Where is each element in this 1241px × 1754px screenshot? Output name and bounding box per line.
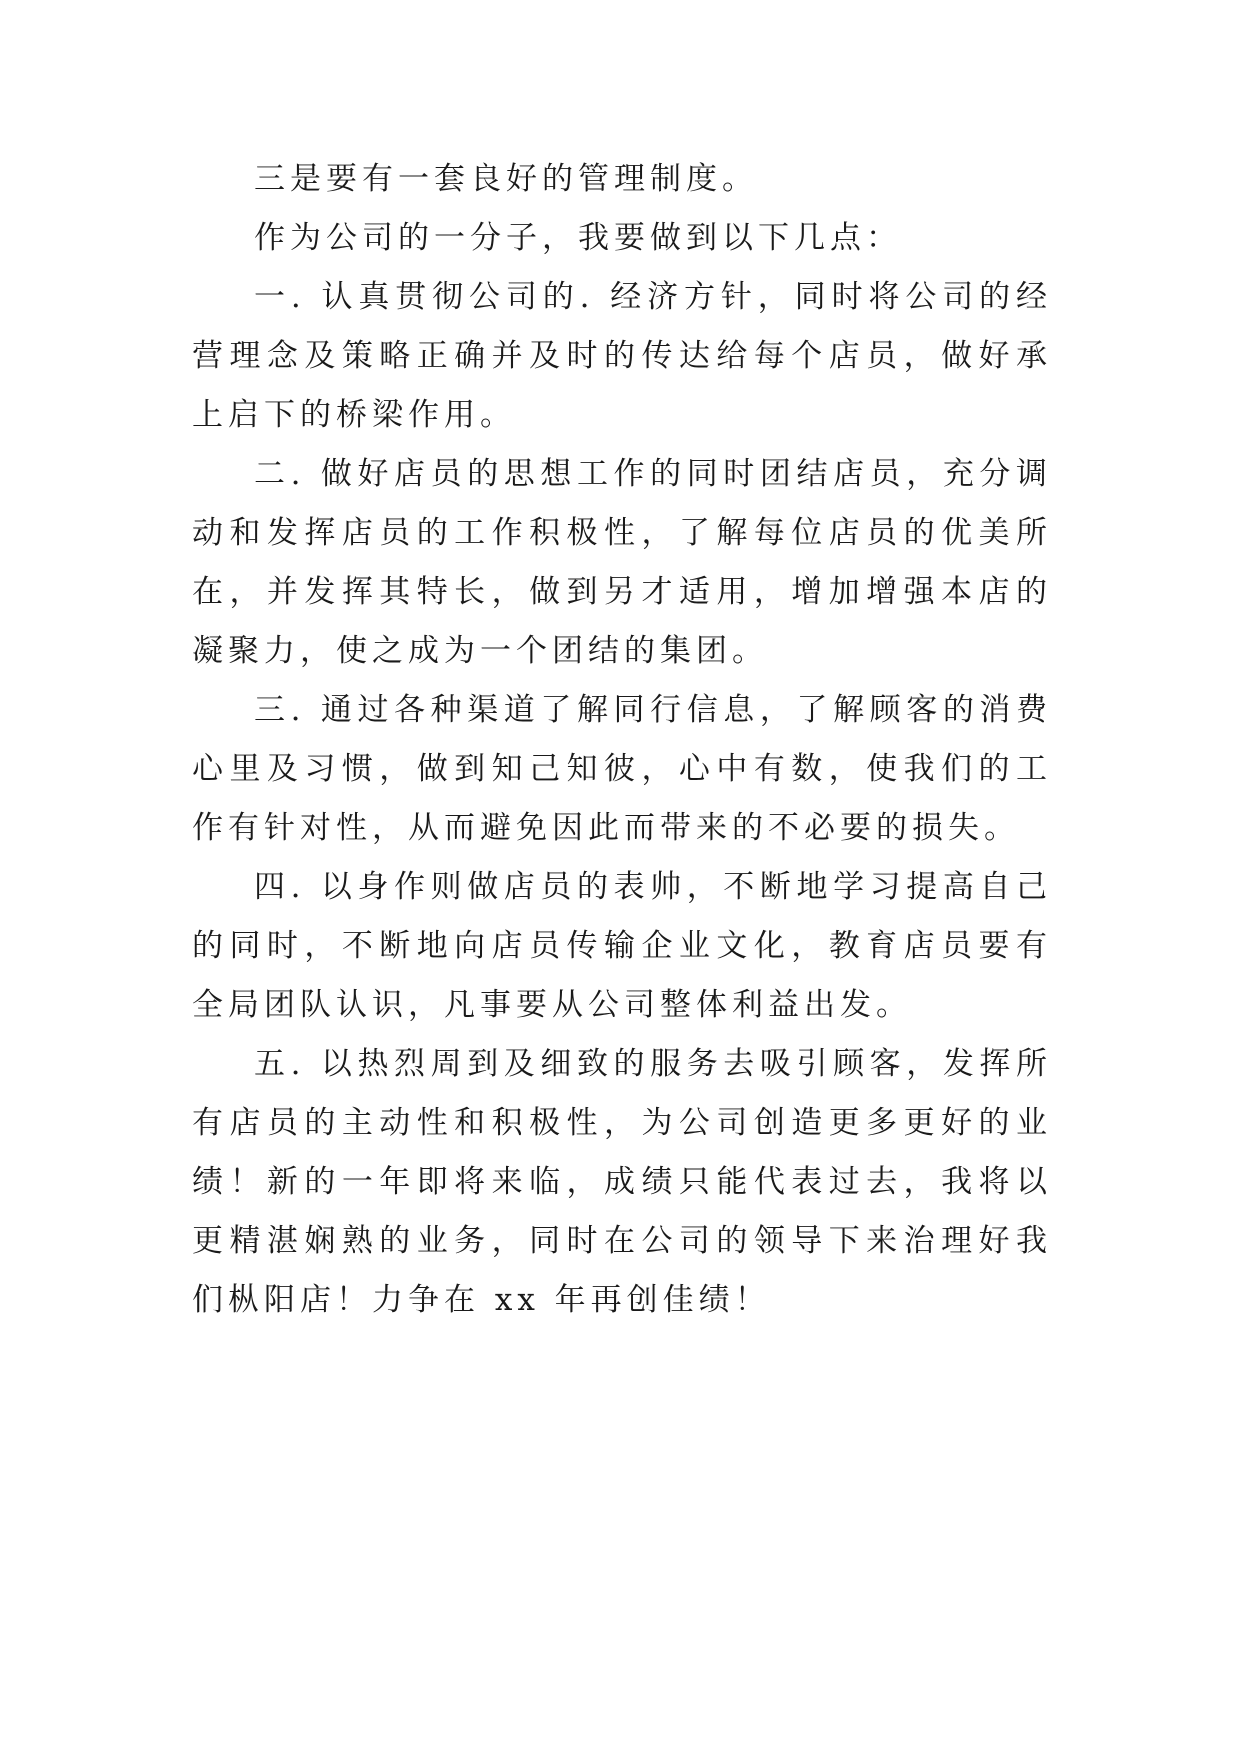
- paragraph-point-four: 四. 以身作则做店员的表帅，不断地学习提高自己的同时，不断地向店员传输企业文化，教育店员要有全局团队认识，凡事要从公司整体利益出发。: [192, 869, 1052, 1023]
- document-body: [192, 150, 1052, 1330]
- paragraph-point-two: 二. 做好店员的思想工作的同时团结店员，充分调动和发挥店员的工作积极性，了解每位店员的优美所在，并发挥其特长，做到另才适用，增加增强本店的凝聚力，使之成为一个团结的集团。: [192, 456, 1052, 669]
- paragraph-point-three: 三. 通过各种渠道了解同行信息，了解顾客的消费心里及习惯，做到知己知彼，心中有数，使我们的工作有针对性，从而避免因此而带来的不必要的损失。: [192, 692, 1052, 846]
- paragraph-point-five: 五. 以热烈周到及细致的服务去吸引顾客，发挥所有店员的主动性和积极性，为公司创造更多更好的业绩！新的一年即将来临，成绩只能代表过去，我将以更精湛娴熟的业务，同时在公司的领导下来治理好我们枞阳店！力争在 xx 年再创佳绩！: [192, 1046, 1052, 1318]
- paragraph-point-one: 一. 认真贯彻公司的. 经济方针，同时将公司的经营理念及策略正确并及时的传达给每个店员，做好承上启下的桥梁作用。: [192, 279, 1052, 433]
- paragraph-intro-points: 作为公司的一分子，我要做到以下几点：: [254, 220, 902, 256]
- paragraph-management-system: 三是要有一套良好的管理制度。: [254, 161, 758, 197]
